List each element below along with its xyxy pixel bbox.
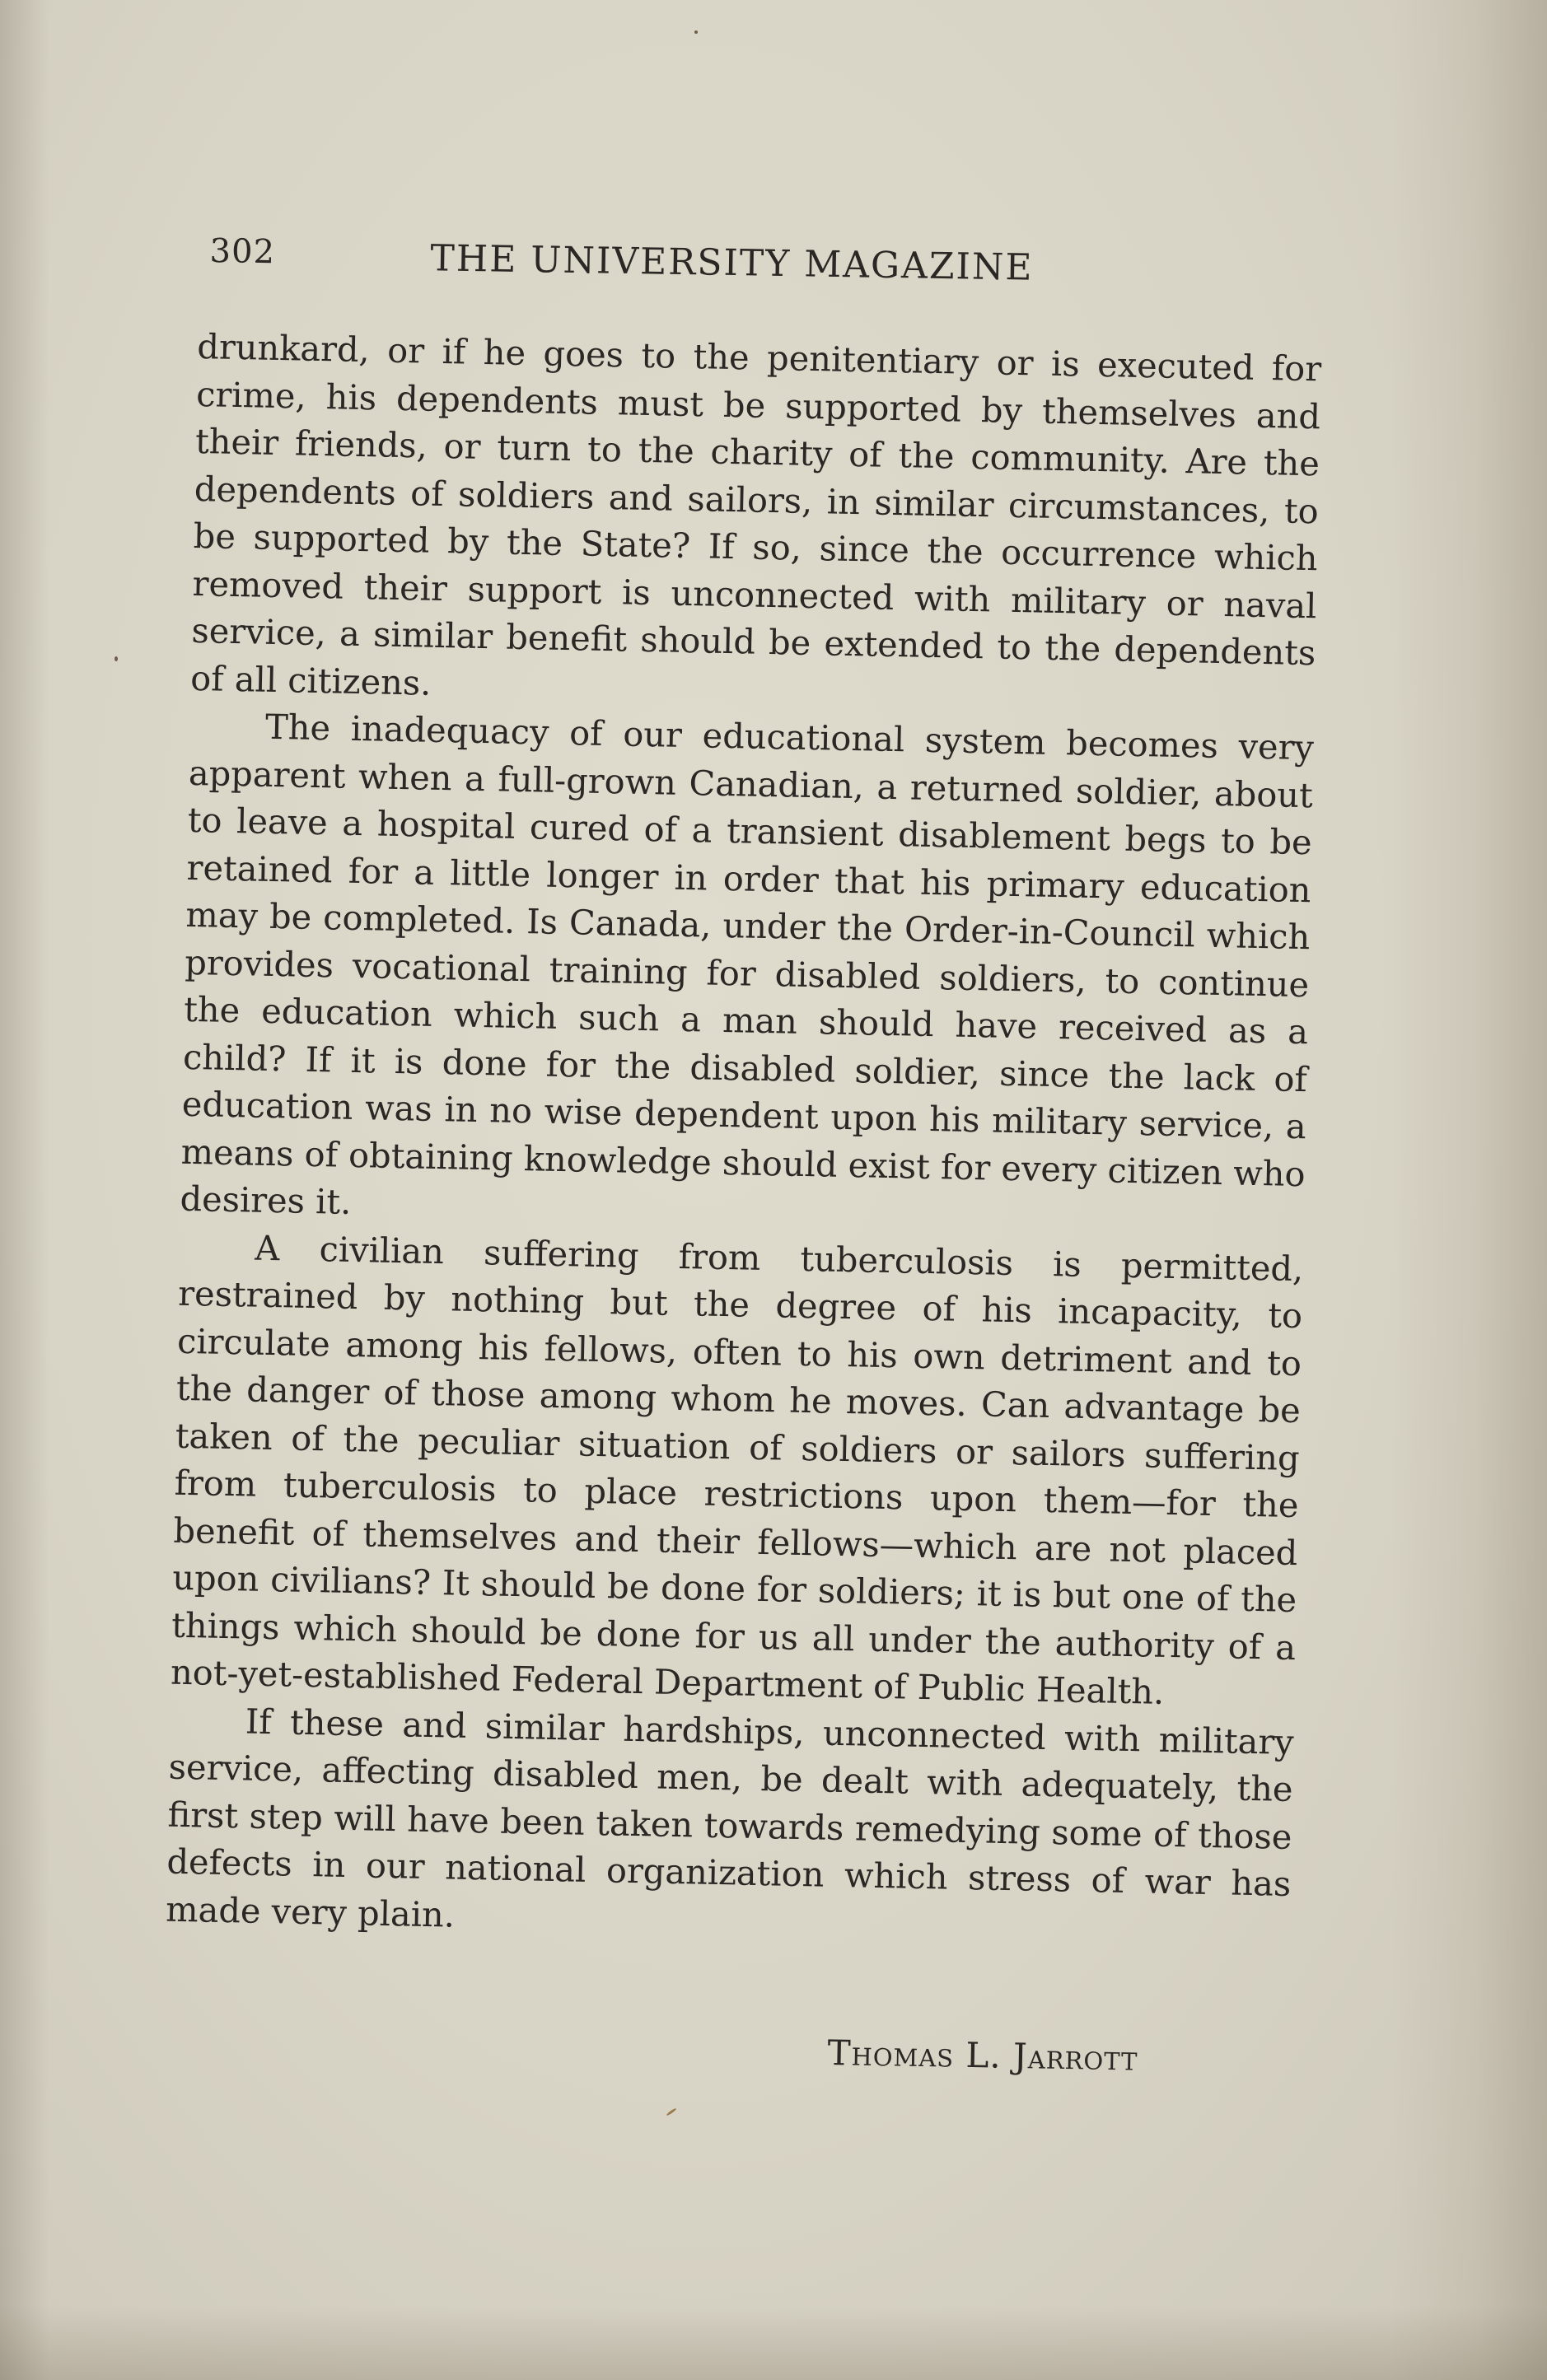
page-bottom-shadow <box>0 2306 1547 2380</box>
page-edge-shadow <box>1390 0 1547 2380</box>
paragraph: A civilian suffering from tuberculosis is permitted, restrained by nothing but the degree of his incapacity, to circulate among his fellows, often to his own detriment and to the danger of those among whom he moves. Can advantage be taken of the peculiar situation of soldiers or sailors suffering from tuberculosis to place restrictions upon them—for the benefit of themselves and their fellows—which are not placed upon civilians? It should be done for soldiers; it is but one of the things which should be done for us all under the authority of a not-yet-established Federal Department of Public Health. <box>170 1227 1304 1712</box>
paper-speck <box>115 656 118 661</box>
page-number: 302 <box>209 232 276 272</box>
page-header <box>209 232 1083 304</box>
paragraph: drunkard, or if he goes to the penitentiary or is executed for crime, his dependents must be supported by themselves and their friends, or turn to the charity of the community. Are the dependents of soldiers and sailors, in similar circumstances, to be supported by the State? If so, since the occurrence which removed their support is unconnected with military or naval service, a similar benefit should be extended to the dependents of all citizens. <box>189 325 1322 703</box>
paper-speck <box>694 30 698 34</box>
running-head: THE UNIVERSITY MAGAZINE <box>430 237 1034 289</box>
paper-speck <box>666 2107 676 2116</box>
paragraph: The inadequacy of our educational system becomes very apparent when a full-grown Canadian, a returned soldier, about to leave a hospital cured of a transient disablement begs to be retained for a little longer in order that his primary education may be completed. Is Canada, under the Order-in-Council which provides vocational training for disabled soldiers, to continue the education which such a man should have received as a child? If it is done for the disabled soldier, since the lack of education was in no wise dependent upon his military service, a means of obtaining knowledge should exist for every citizen who desires it. <box>180 706 1315 1222</box>
author-signature: Thomas L. Jarrott <box>827 2032 1138 2079</box>
page-gutter-shadow <box>0 0 49 2380</box>
paragraph: If these and similar hardships, unconnected with military service, affecting disabled men, be dealt with adequately, the first step will have been taken towards remedying some of those defects in our national organization which stress of war has made very plain. <box>165 1701 1295 1935</box>
article-body <box>166 323 1322 1955</box>
